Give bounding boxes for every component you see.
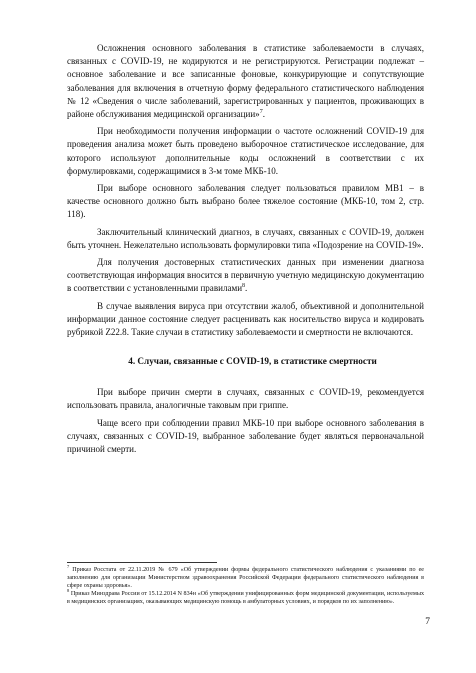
footnote-8: $^8$ Приказ Минздрава России от 15.12.2014 N 834н «Об утверждении унифицированных форм медицинской документации, используемых в медицинских организациях, оказывающих медицинскую помощь в амбулаторных условиях, и порядков по их заполнению». bbox=[67, 588, 424, 606]
paragraph-virus-carrier: В случае выявления вируса при отсутствии жалоб, объективной и дополнительной информации данное состояние следует расценивать как носительство вируса и кодировать рубрикой Z22.8. Такие случаи в статистику заболеваемости и смертности не включаются. bbox=[67, 300, 424, 338]
paragraph-death-causes: При выборе причин смерти в случаях, связанных с COVID-19, рекомендуется использовать правила, аналогичные таковым при гриппе. bbox=[67, 387, 424, 411]
paragraph-complications: Осложнения основного заболевания в статистике заболеваемости в случаях, связанных с COVID-19, не кодируются и не регистрируются. Регистрации подлежат – основное заболевание и все записанные фоновые, конкурирующие и сопутствующие заболевания для включения в отчетную форму федерального статистического наблюдения № 12 «Сведения о числе заболеваний, зарегистрированных у пациентов, проживающих в районе обслуживания медицинской организации»$^7$. bbox=[67, 43, 424, 120]
footnote-7: $^7$ Приказ Росстата от 22.11.2019 № 679 «Об утверждении формы федерального статистического наблюдения с указаниями по ее заполнению для организации Министерством здравоохранения Российской Федерации федерального статистического наблюдения в сфере охраны здоровья». bbox=[67, 563, 424, 590]
footnotes bbox=[67, 562, 424, 606]
footnote-ref-8[interactable]: 8 bbox=[242, 283, 246, 290]
body-top bbox=[67, 42, 424, 339]
paragraph-diagnosis-change: Для получения достоверных статистических данных при изменении диагноза соответствующая информация вносится в первичную учетную медицинскую документацию в соответствии с установленными правилами$^8$. bbox=[67, 257, 424, 294]
paragraph-final-diagnosis: Заключительный клинический диагноз, в случаях, связанных с COVID-19, должен быть уточнен. Нежелательно использовать формулировки типа «Подозрение на COVID-19». bbox=[67, 226, 424, 250]
paragraph-rule-mb1: При выборе основного заболевания следует пользоваться правилом MB1 – в качестве основного должно быть выбрано более тяжелое состояние (МКБ-10, том 2, стр. 118). bbox=[67, 183, 424, 220]
footnote-divider bbox=[67, 562, 217, 563]
body-bottom bbox=[67, 386, 424, 456]
footnote-ref-7[interactable]: 7 bbox=[259, 109, 263, 115]
paragraph-underlying-cause: Чаще всего при соблюдении правил МКБ-10 при выборе основного заболевания в случаях, связанных с COVID-19, выбранное заболевание будет являться первоначальной причиной смерти. bbox=[67, 417, 424, 455]
paragraph-sample-study: При необходимости получения информации о частоте осложнений COVID-19 для проведения анализа может быть проведено выборочное статистическое исследование, для которого используют дополнительные коды осложнений в соответствии с их формулировками, содержащимися в 3-м томе МКБ-10. bbox=[67, 126, 424, 176]
page-number: 7 bbox=[425, 617, 430, 627]
section-heading: 4. Случаи, связанные с COVID-19, в статистике смертности bbox=[128, 356, 377, 367]
